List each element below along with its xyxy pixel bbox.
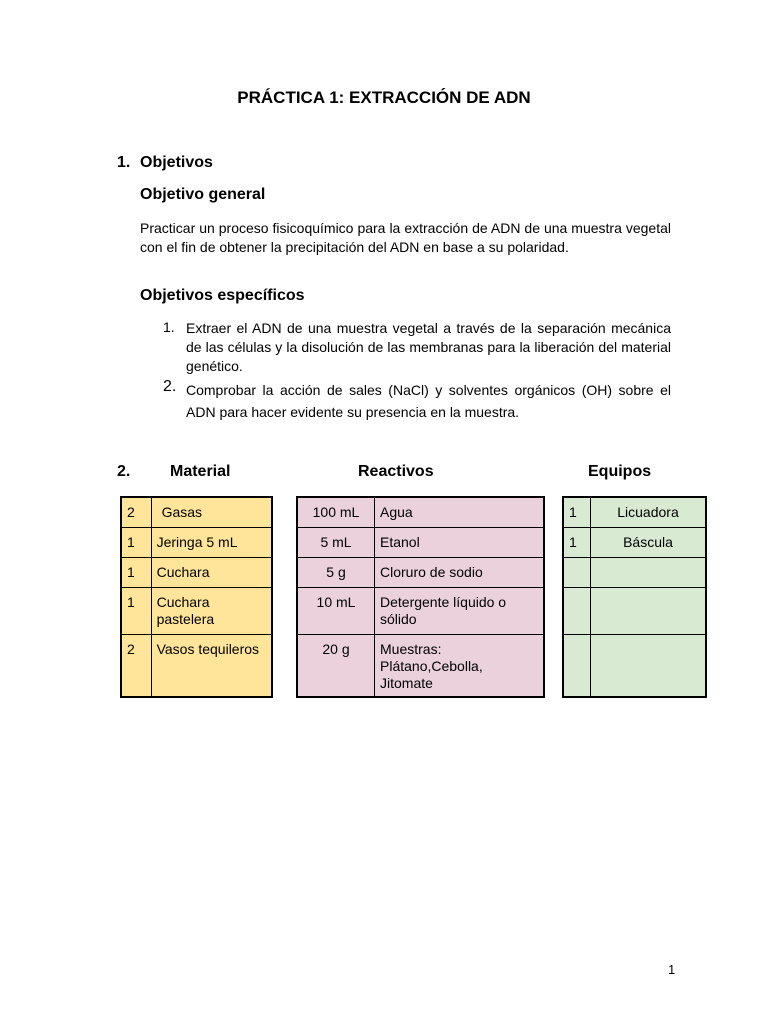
section-title: Objetivos (140, 154, 213, 171)
list-item-number: 2. (163, 378, 177, 395)
item-cell: Cuchara pastelera (151, 587, 272, 634)
qty-cell: 1 (563, 527, 591, 557)
list-item: Extraer el ADN de una muestra vegetal a través de la separación mecánica de las células y la disolución de las membranas para la liberación del material genético. (186, 320, 671, 374)
qty-cell: 1 (121, 557, 151, 587)
table-row (121, 587, 272, 634)
reactivos-table (296, 496, 545, 698)
item-cell (591, 587, 707, 634)
general-objective-heading: Objetivo general (140, 186, 266, 203)
list-item-number: 1. (163, 319, 175, 335)
table-row (121, 527, 272, 557)
qty-cell: 20 g (297, 634, 375, 697)
table-row (563, 497, 706, 527)
table-row (563, 527, 706, 557)
material-table (120, 496, 273, 698)
list-item: Comprobar la acción de sales (NaCl) y solventes orgánicos (OH) sobre el ADN para hacer evidente su presencia en la muestra. (186, 382, 671, 420)
qty-cell: 5 mL (297, 527, 375, 557)
general-objective-text: Practicar un proceso fisicoquímico para la extracción de ADN de una muestra vegetal con el fin de obtener la precipitación del ADN en base a su polaridad. (140, 220, 671, 255)
table-row (297, 634, 544, 697)
qty-cell (563, 587, 591, 634)
qty-cell: 1 (121, 527, 151, 557)
table-row (563, 634, 706, 697)
qty-cell (563, 557, 591, 587)
item-cell: Etanol (375, 527, 545, 557)
specific-objectives-heading: Objetivos específicos (140, 287, 305, 304)
table-row (121, 634, 272, 697)
item-cell: Gasas (151, 497, 272, 527)
qty-cell: 1 (563, 497, 591, 527)
qty-cell: 2 (121, 634, 151, 697)
qty-cell: 10 mL (297, 587, 375, 634)
item-cell (591, 634, 707, 697)
item-cell: Jeringa 5 mL (151, 527, 272, 557)
qty-cell: 1 (121, 587, 151, 634)
equipos-heading: Equipos (588, 463, 652, 480)
item-cell: Cloruro de sodio (375, 557, 545, 587)
item-cell: Cuchara (151, 557, 272, 587)
item-cell: Agua (375, 497, 545, 527)
section-number: 1. (117, 154, 131, 171)
table-row (297, 527, 544, 557)
page-title: PRÁCTICA 1: EXTRACCIÓN DE ADN (237, 88, 531, 107)
qty-cell (563, 634, 591, 697)
qty-cell: 5 g (297, 557, 375, 587)
table-row (563, 587, 706, 634)
table-row (297, 587, 544, 634)
table-row (297, 557, 544, 587)
section-number: 2. (117, 463, 131, 480)
item-cell: Muestras: Plátano,Cebolla, Jitomate (375, 634, 545, 697)
qty-cell: 2 (121, 497, 151, 527)
material-heading: Material (170, 463, 231, 480)
table-row (297, 497, 544, 527)
equipos-table (562, 496, 707, 698)
page-number: 1 (668, 962, 676, 977)
table-row (121, 557, 272, 587)
section-heading-objetivos (117, 154, 213, 172)
reactivos-heading: Reactivos (358, 463, 434, 480)
item-cell: Vasos tequileros (151, 634, 272, 697)
item-cell (591, 557, 707, 587)
item-cell: Báscula (591, 527, 707, 557)
item-cell: Licuadora (591, 497, 707, 527)
table-row (563, 557, 706, 587)
item-cell: Detergente líquido o sólido (375, 587, 545, 634)
qty-cell: 100 mL (297, 497, 375, 527)
table-row (121, 497, 272, 527)
